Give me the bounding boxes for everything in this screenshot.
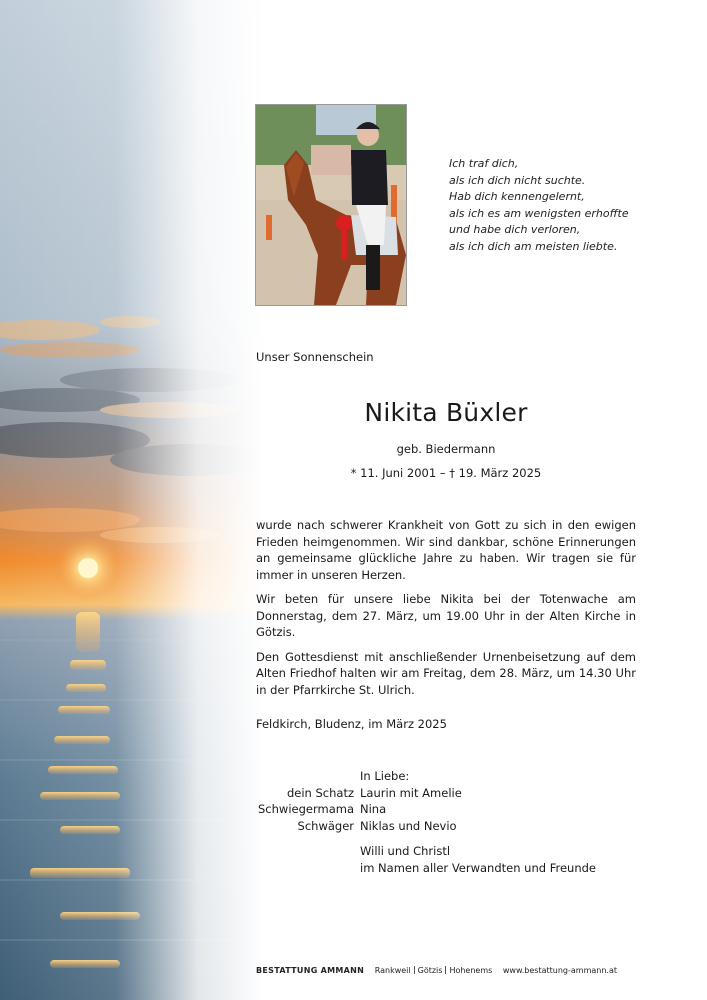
footer-website-link[interactable]: www.bestattung-ammann.at xyxy=(502,966,617,975)
mourner-relation: dein Schatz xyxy=(286,785,354,800)
portrait-photo xyxy=(255,104,407,306)
mourner-row xyxy=(256,785,656,802)
mourner-names: Niklas und Nevio xyxy=(360,818,457,833)
footer-divider xyxy=(445,966,446,974)
mourners-extra xyxy=(360,843,656,876)
mourner-names: Nina xyxy=(360,802,387,816)
poem-line: als ich es am wenigsten erhoffte xyxy=(449,206,629,220)
footer-location: Götzis xyxy=(417,966,443,975)
announcement-paragraph: wurde nach schwerer Krankheit von Gott zu sich in den ewigen Frieden heimgenommen. Wir sind dankbar, schöne Erinnerungen an gemeinsame glückliche Jahre zu haben. Wir tragen sie für immer in unseren Herzen. xyxy=(256,518,636,582)
funeral-home-footer xyxy=(256,966,617,975)
mourner-extra-line: im Namen aller Verwandten und Freunde xyxy=(360,860,596,875)
life-dates: * 11. Juni 2001 – † 19. März 2025 xyxy=(350,466,542,480)
mourner-relation: Schwäger xyxy=(297,818,354,833)
mourner-extra-line: Willi und Christl xyxy=(360,844,451,858)
footer-location: Rankweil xyxy=(374,966,411,975)
mourner-names: Laurin mit Amelie xyxy=(360,785,462,800)
maiden-name: geb. Biedermann xyxy=(396,442,496,456)
deceased-name: Nikita Büxler xyxy=(364,398,528,427)
poem-line: als ich dich am meisten liebte. xyxy=(449,239,618,253)
footer-location: Hohenems xyxy=(449,966,493,975)
mourner-relation: Schwiegermama xyxy=(258,802,354,816)
mourners-list xyxy=(256,768,656,876)
poem-line: Ich traf dich, xyxy=(449,157,519,170)
poem-line: und habe dich verloren, xyxy=(449,223,581,236)
footer-divider xyxy=(414,966,415,974)
mourner-row xyxy=(256,801,656,818)
place-date: Feldkirch, Bludenz, im März 2025 xyxy=(256,717,447,731)
funeral-home-brand: BESTATTUNG AMMANN xyxy=(256,966,365,975)
poem xyxy=(449,156,679,255)
mourners-heading: In Liebe: xyxy=(360,769,410,783)
poem-line: als ich dich nicht suchte. xyxy=(449,173,586,187)
announcement-paragraph: Wir beten für unsere liebe Nikita bei der Totenwache am Donnerstag, dem 27. März, um 19.00 Uhr in der Alten Kirche in Götzis. xyxy=(256,592,636,639)
announcement-text xyxy=(256,517,636,706)
mourner-row xyxy=(256,818,656,835)
intro-text: Unser Sonnenschein xyxy=(256,350,374,364)
announcement-paragraph: Den Gottesdienst mit anschließender Urnenbeisetzung auf dem Alten Friedhof halten wir am Freitag, dem 28. März, um 14.30 Uhr in der Pfarrkirche St. Ulrich. xyxy=(256,649,636,697)
poem-line: Hab dich kennengelernt, xyxy=(449,190,585,203)
